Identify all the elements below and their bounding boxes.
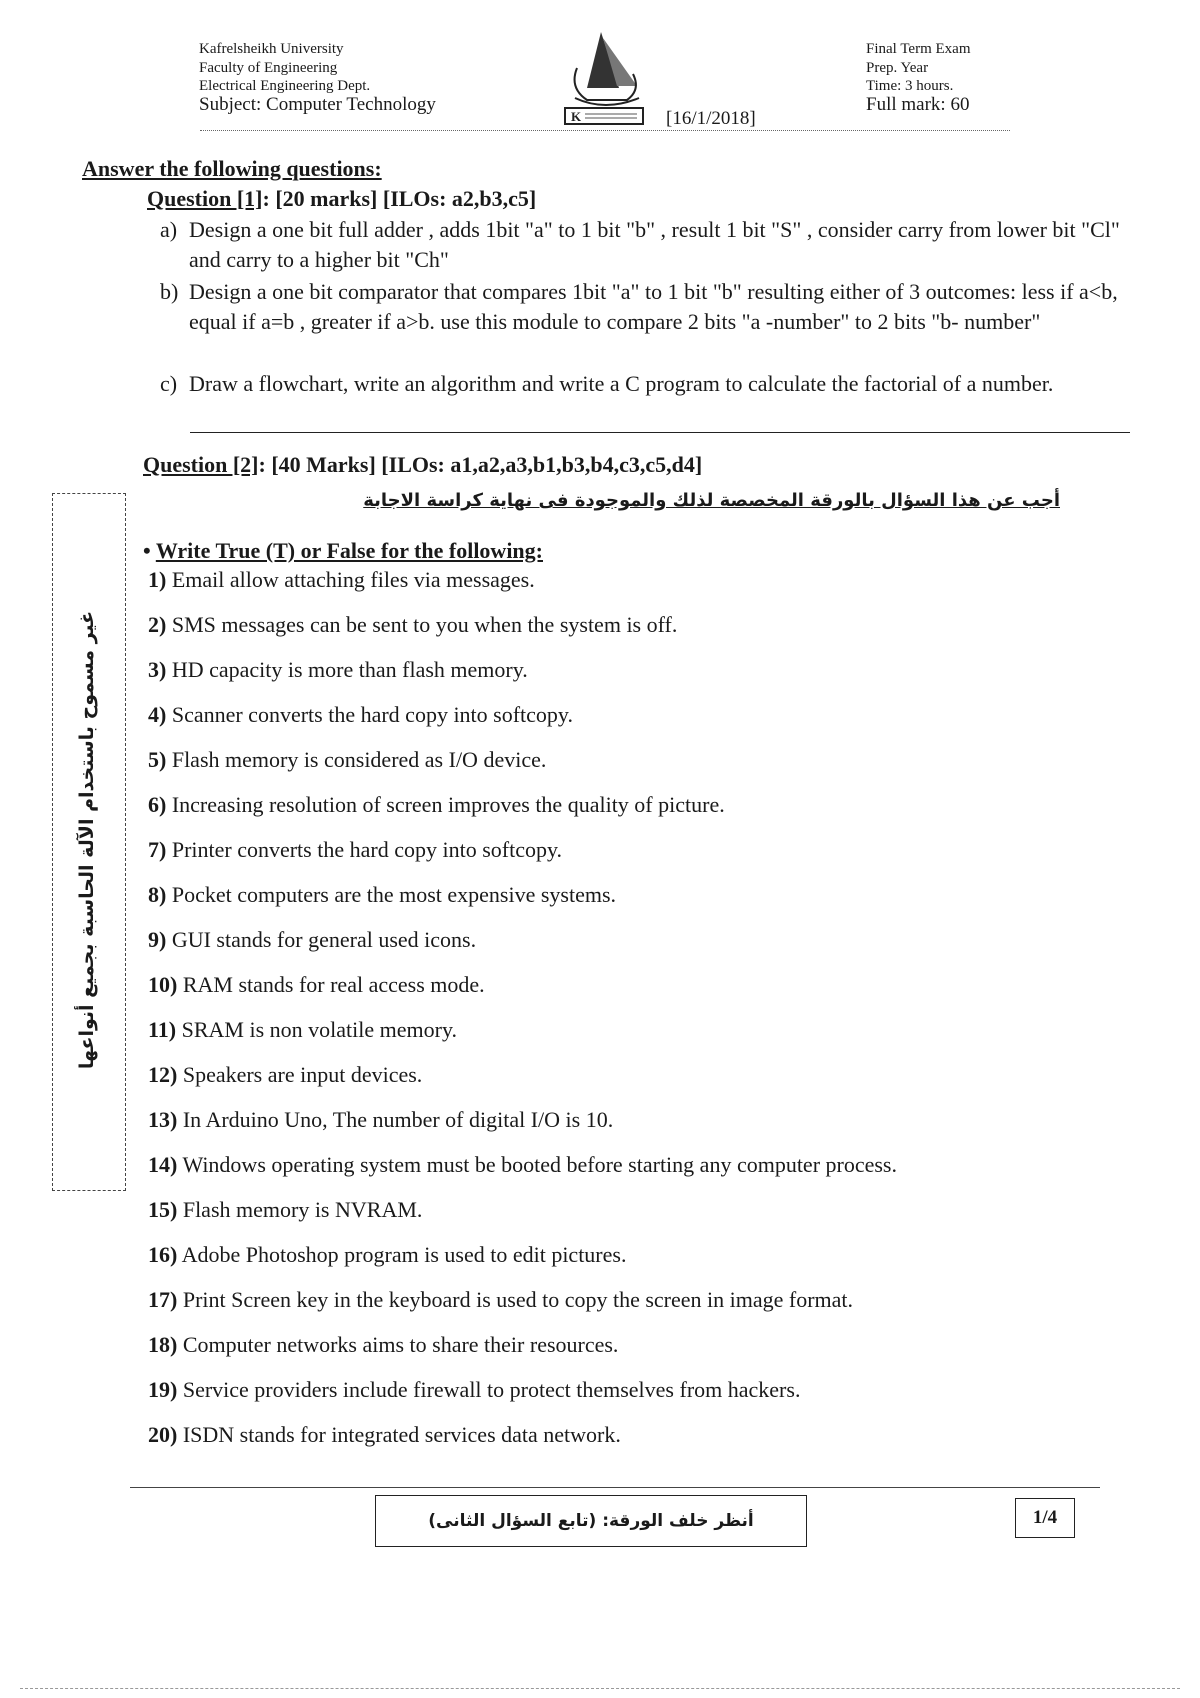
question-1-part-b bbox=[160, 277, 1125, 337]
question-1-meta: : [20 marks] [ILOs: a2,b3,c5] bbox=[262, 186, 537, 211]
svg-text:K: K bbox=[571, 109, 582, 124]
list-item: 14) Windows operating system must be booted before starting any computer process. bbox=[148, 1152, 897, 1177]
exam-time: Time: 3 hours. bbox=[866, 78, 954, 94]
part-text: Design a one bit full adder , adds 1bit "a" to 1 bit "b" , result 1 bit "S" , consider carry from lower bit "Cl" and carry to a higher bit "Ch" bbox=[189, 217, 1120, 272]
question-1-part-c bbox=[160, 369, 1125, 399]
list-item: 3) HD capacity is more than flash memory. bbox=[148, 657, 528, 682]
list-item: 7) Printer converts the hard copy into softcopy. bbox=[148, 837, 563, 862]
list-item: 11) SRAM is non volatile memory. bbox=[148, 1017, 458, 1042]
header-left-block bbox=[199, 40, 436, 114]
faculty-name: Faculty of Engineering bbox=[199, 59, 338, 76]
list-item: 12) Speakers are input devices. bbox=[148, 1062, 423, 1087]
page-number: 1/4 bbox=[1032, 1507, 1058, 1528]
list-item: 9) GUI stands for general used icons. bbox=[148, 927, 477, 952]
university-emblem-icon bbox=[557, 28, 652, 130]
header-divider bbox=[200, 130, 1010, 132]
university-name: Kafrelsheikh University bbox=[199, 41, 344, 57]
scan-edge-dots bbox=[20, 1688, 1180, 1689]
calculator-prohibited-note: غير مسموح باستخدام الآلة الحاسبة بجميع أنواعها bbox=[76, 610, 98, 1070]
part-label: b) bbox=[160, 279, 179, 304]
list-item: 4) Scanner converts the hard copy into softcopy. bbox=[148, 702, 574, 727]
list-item: 5) Flash memory is considered as I/O device. bbox=[148, 747, 547, 772]
question-2-arabic-note: أجب عن هذا السؤال بالورقة المخصصة لذلك والموجودة فى نهاية كراسة الاجابة bbox=[363, 490, 1060, 511]
part-label: c) bbox=[160, 371, 178, 396]
question-1-heading bbox=[147, 186, 536, 212]
academic-year: Prep. Year bbox=[866, 59, 929, 76]
continue-note: أنظر خلف الورقة: (تابع السؤال الثانى) bbox=[428, 1511, 754, 1531]
exam-date: [16/1/2018] bbox=[666, 108, 756, 129]
list-item: 13) In Arduino Uno, The number of digital I/O is 10. bbox=[148, 1107, 614, 1132]
question-1-label: Question [1] bbox=[147, 186, 263, 211]
list-item: 20) ISDN stands for integrated services data network. bbox=[148, 1422, 621, 1447]
part-text: Design a one bit comparator that compares 1bit "a" to 1 bit "b" resulting either of 3 outcomes: less if a<b, equal if a=b , greater if a>b. use this module to compare 2 bits "a -number" to 2 bits "b- number" bbox=[189, 279, 1118, 334]
question-2-heading bbox=[143, 452, 702, 478]
list-item: 10) RAM stands for real access mode. bbox=[148, 972, 485, 997]
list-item: 18) Computer networks aims to share their resources. bbox=[148, 1332, 619, 1357]
subject-name: Subject: Computer Technology bbox=[199, 93, 436, 115]
list-item: 2) SMS messages can be sent to you when the system is off. bbox=[148, 612, 678, 637]
question-2-meta: : [40 Marks] [ILOs: a1,a2,a3,b1,b3,b4,c3,c5,d4] bbox=[258, 452, 703, 477]
list-item: 1) Email allow attaching files via messages. bbox=[148, 567, 535, 592]
list-item: 8) Pocket computers are the most expensive systems. bbox=[148, 882, 617, 907]
part-text: Draw a flowchart, write an algorithm and write a C program to calculate the factorial of a number. bbox=[189, 371, 1054, 396]
true-false-heading: • Write True (T) or False for the following: bbox=[143, 538, 543, 563]
footer-divider bbox=[130, 1487, 1100, 1488]
list-item: 16) Adobe Photoshop program is used to edit pictures. bbox=[148, 1242, 627, 1267]
part-label: a) bbox=[160, 217, 178, 242]
question-1-divider bbox=[190, 432, 1130, 433]
page-number-box bbox=[1015, 1498, 1075, 1538]
list-item: 19) Service providers include firewall to protect themselves from hackers. bbox=[148, 1377, 801, 1402]
list-item: 6) Increasing resolution of screen improves the quality of picture. bbox=[148, 792, 725, 817]
side-note bbox=[12, 610, 162, 1070]
full-mark: Full mark: 60 bbox=[866, 93, 970, 115]
department-name: Electrical Engineering Dept. bbox=[199, 78, 371, 94]
question-2-label: Question [2] bbox=[143, 452, 259, 477]
continue-note-box bbox=[375, 1495, 807, 1547]
list-item: 15) Flash memory is NVRAM. bbox=[148, 1197, 423, 1222]
exam-type: Final Term Exam bbox=[866, 41, 971, 57]
header-right-block bbox=[866, 40, 971, 114]
instructions-heading: Answer the following questions: bbox=[82, 156, 382, 181]
question-1-part-a bbox=[160, 215, 1125, 275]
list-item: 17) Print Screen key in the keyboard is used to copy the screen in image format. bbox=[148, 1287, 854, 1312]
